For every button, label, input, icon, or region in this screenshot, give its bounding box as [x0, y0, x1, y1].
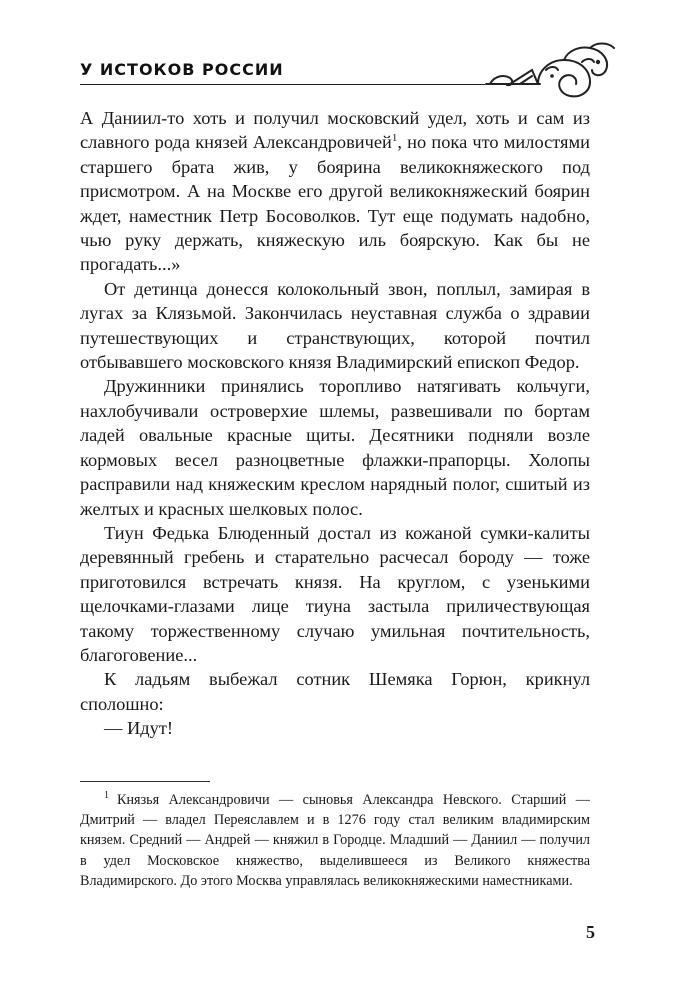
page-number: 5 — [586, 922, 595, 942]
paragraph: К ладьям выбежал сотник Шемяка Горюн, крикнул сполошно: — [80, 669, 590, 714]
running-title: У ИСТОКОВ РОССИИ — [80, 60, 284, 79]
footnote — [80, 790, 590, 891]
ornament-icon — [480, 40, 620, 100]
paragraph: А Даниил-то хоть и получил московский удел, хоть и сам из славного рода князей Александровичей$^1$, но пока что милостями старшего брата жив, у боярина великокняжеского под присмотром. А на Москве его другой великокняжеский боярин ждет, наместник Петр Босоволков. Тут еще подумать надобно, чью руку держать, княжескую иль боярскую. Как бы не прогадать...» — [80, 108, 591, 275]
header-rule — [80, 84, 485, 85]
paragraph: От детинца донесся колокольный звон, поплыл, замирая в лугах за Клязьмой. Закончилась неуставная служба о здравии путешествующих и странствующих, которой почтил отбывавшего московского князя Владимирский епископ Федор. — [80, 278, 590, 373]
footnote-text: Князья Александровичи — сыновья Александра Невского. Старший — Дмитрий — владел Переяславлем и в 1276 году стал великим владимирским князем. Средний — Андрей — княжил в Городце. Младший — Даниил — получил в удел Московское княжество, выделившееся из Великого княжества Владимирского. До этого Москва управлялась великокняжескими наместниками. — [80, 792, 590, 889]
paragraph: — Идут! — [104, 718, 173, 739]
paragraph: Тиун Федька Блюденный достал из кожаной сумки-калиты деревянный гребень и старательно расчесал бороду — тоже приготовился встречать князя. На круглом, с узенькими щелочками-глазами лице тиуна застыла приличествующая такому торжественному случаю умильная почтительность, благоговение... — [80, 522, 590, 665]
paragraph: Дружинники принялись торопливо натягивать кольчуги, нахлобучивали островерхие шлемы, развешивали по бортам ладей овальные красные щиты. Десятники подняли возле кормовых весел разноцветные флажки-прапорцы. Холопы расправили над княжеским креслом нарядный полог, сшитый из желтых и красных шелковых полос. — [80, 376, 590, 519]
footnote-rule — [80, 781, 210, 782]
body-text — [80, 106, 590, 741]
footnote-ref: 1 — [391, 132, 398, 145]
running-header — [80, 52, 610, 92]
footnote-mark: 1 — [104, 790, 109, 802]
